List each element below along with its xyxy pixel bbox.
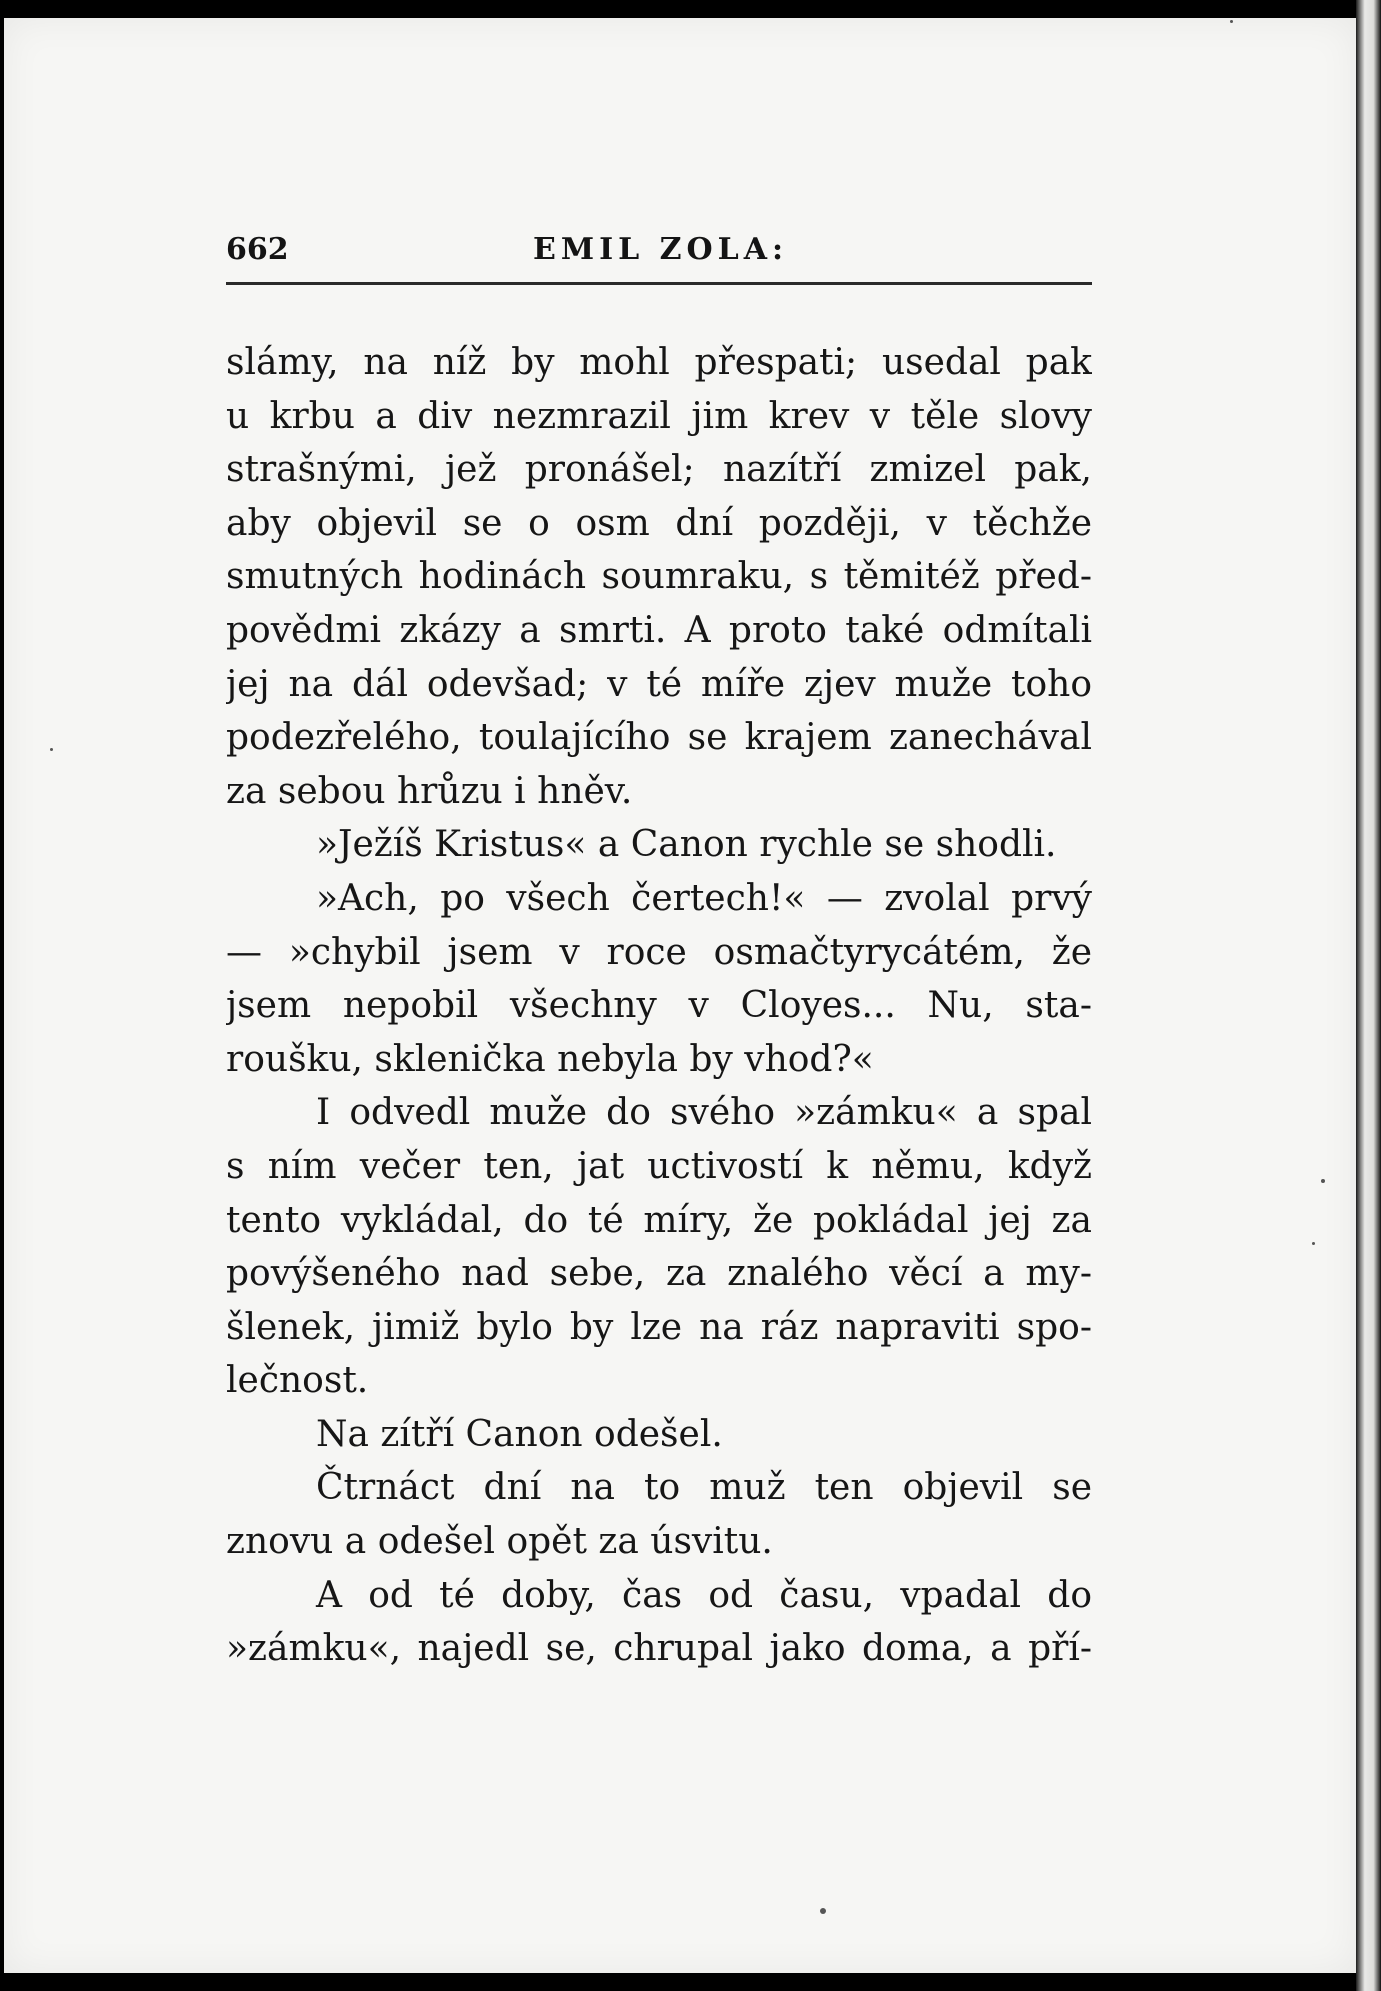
text-line: u krbu a div nezmrazil jim krev v těle slovy bbox=[226, 395, 1092, 437]
paper-speck bbox=[1230, 20, 1233, 23]
text-line: znovu a odešel opět za úsvitu. bbox=[226, 1521, 773, 1563]
page-number: 662 bbox=[226, 232, 289, 267]
header-rule bbox=[226, 282, 1092, 285]
text-line: povýšeného nad sebe, za znalého věcí a my- bbox=[226, 1253, 1092, 1295]
text-line: povědmi zkázy a smrti. A proto také odmítali bbox=[226, 609, 1092, 651]
text-line: »zámku«, najedl se, chrupal jako doma, a pří- bbox=[226, 1628, 1092, 1670]
text-line: I odvedl muže do svého »zámku« a spal bbox=[316, 1092, 1092, 1134]
text-line: slámy, na níž by mohl přespati; usedal pak bbox=[226, 342, 1092, 383]
text-line: Čtrnáct dní na to muž ten objevil se bbox=[316, 1467, 1092, 1509]
paper-speck bbox=[1312, 1242, 1315, 1245]
text-line: smutných hodinách soumraku, s těmitéž před- bbox=[226, 556, 1092, 598]
page-edge bbox=[1356, 0, 1381, 1991]
text-line: Na zítří Canon odešel. bbox=[316, 1413, 723, 1455]
paper-speck bbox=[1321, 1179, 1325, 1183]
text-line: strašnými, jež pronášel; nazítří zmizel pak, bbox=[226, 449, 1092, 491]
paper-speck bbox=[820, 1908, 826, 1914]
text-line: tento vykládal, do té míry, že pokládal jej za bbox=[226, 1199, 1092, 1241]
text-line: za sebou hrůzu i hněv. bbox=[226, 770, 633, 812]
text-line: — »chybil jsem v roce osmačtyrycátém, že bbox=[226, 931, 1092, 973]
text-line: šlenek, jimiž bylo by lze na ráz napraviti spo- bbox=[226, 1306, 1092, 1348]
paper-speck bbox=[50, 748, 53, 751]
text-line: podezřelého, toulajícího se krajem zanechával bbox=[226, 717, 1092, 759]
text-line: »Ach, po všech čertech!« — zvolal prvý bbox=[316, 877, 1092, 919]
text-line: jsem nepobil všechny v Cloyes... Nu, sta- bbox=[226, 985, 1092, 1027]
running-title: EMIL ZOLA: bbox=[533, 232, 789, 267]
text-line: roušku, sklenička nebyla by vhod?« bbox=[226, 1038, 874, 1080]
page-header bbox=[226, 232, 1092, 276]
text-line: »Ježíš Kristus« a Canon rychle se shodli. bbox=[316, 824, 1057, 866]
text-line: A od té doby, čas od času, vpadal do bbox=[316, 1574, 1092, 1616]
text-line: aby objevil se o osm dní později, v těchže bbox=[226, 502, 1092, 544]
text-line: lečnost. bbox=[226, 1360, 369, 1402]
text-line: s ním večer ten, jat uctivostí k němu, když bbox=[226, 1145, 1092, 1187]
body-text bbox=[226, 336, 1092, 1676]
text-line: jej na dál odevšad; v té míře zjev muže toho bbox=[226, 663, 1092, 705]
